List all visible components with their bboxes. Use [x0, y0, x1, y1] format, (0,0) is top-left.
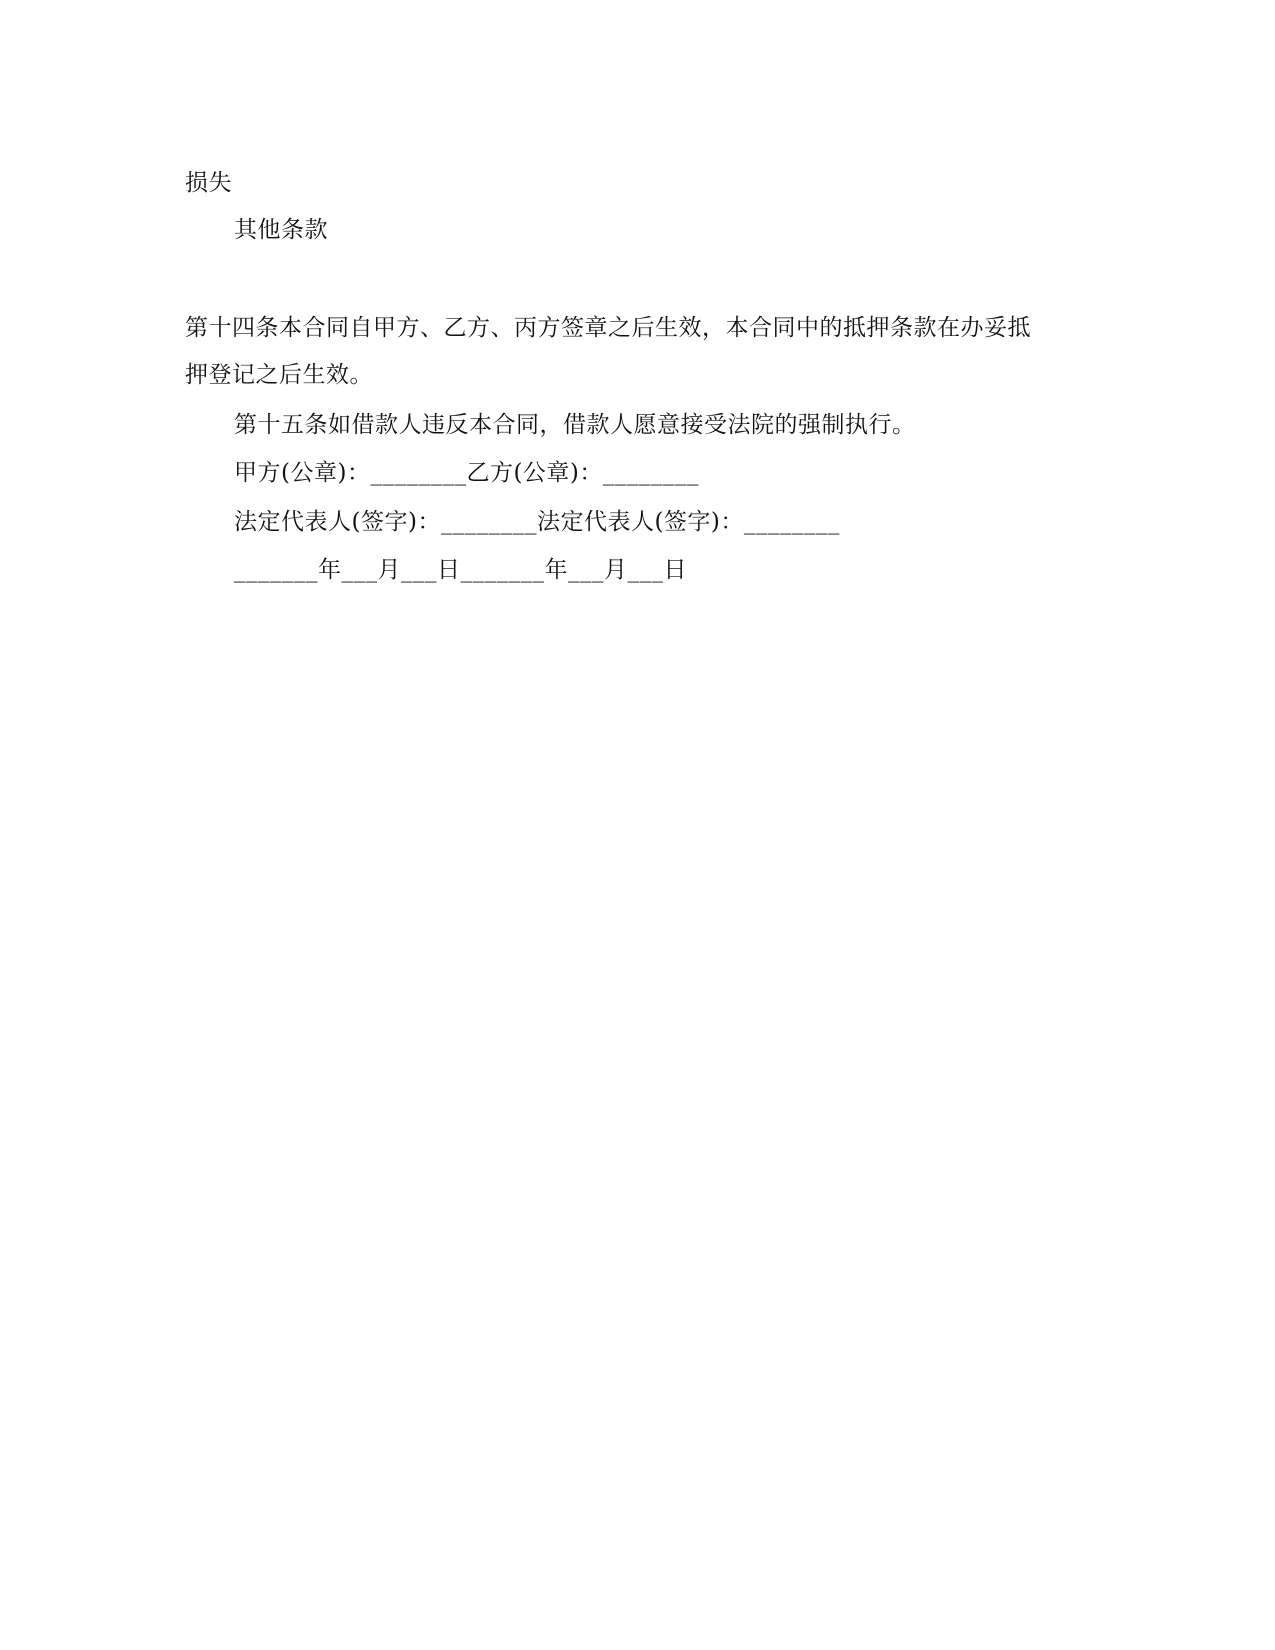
article-14-line-1: 第十四条本合同自甲方、乙方、丙方签章之后生效，本合同中的抵押条款在办妥抵	[185, 315, 1031, 341]
article-15: 第十五条如借款人违反本合同，借款人愿意接受法院的强制执行。	[234, 412, 916, 438]
seal-signature-line: 甲方(公章)：________乙方(公章)：________	[234, 460, 699, 486]
section-heading-other-terms: 其他条款	[234, 217, 328, 243]
date-line: _______年___月___日_______年___月___日	[234, 557, 687, 583]
article-14-line-2: 押登记之后生效。	[185, 362, 373, 388]
text-line-loss: 损失	[185, 170, 232, 196]
legal-representative-signature-line: 法定代表人(签字)：________法定代表人(签字)：________	[234, 509, 840, 535]
